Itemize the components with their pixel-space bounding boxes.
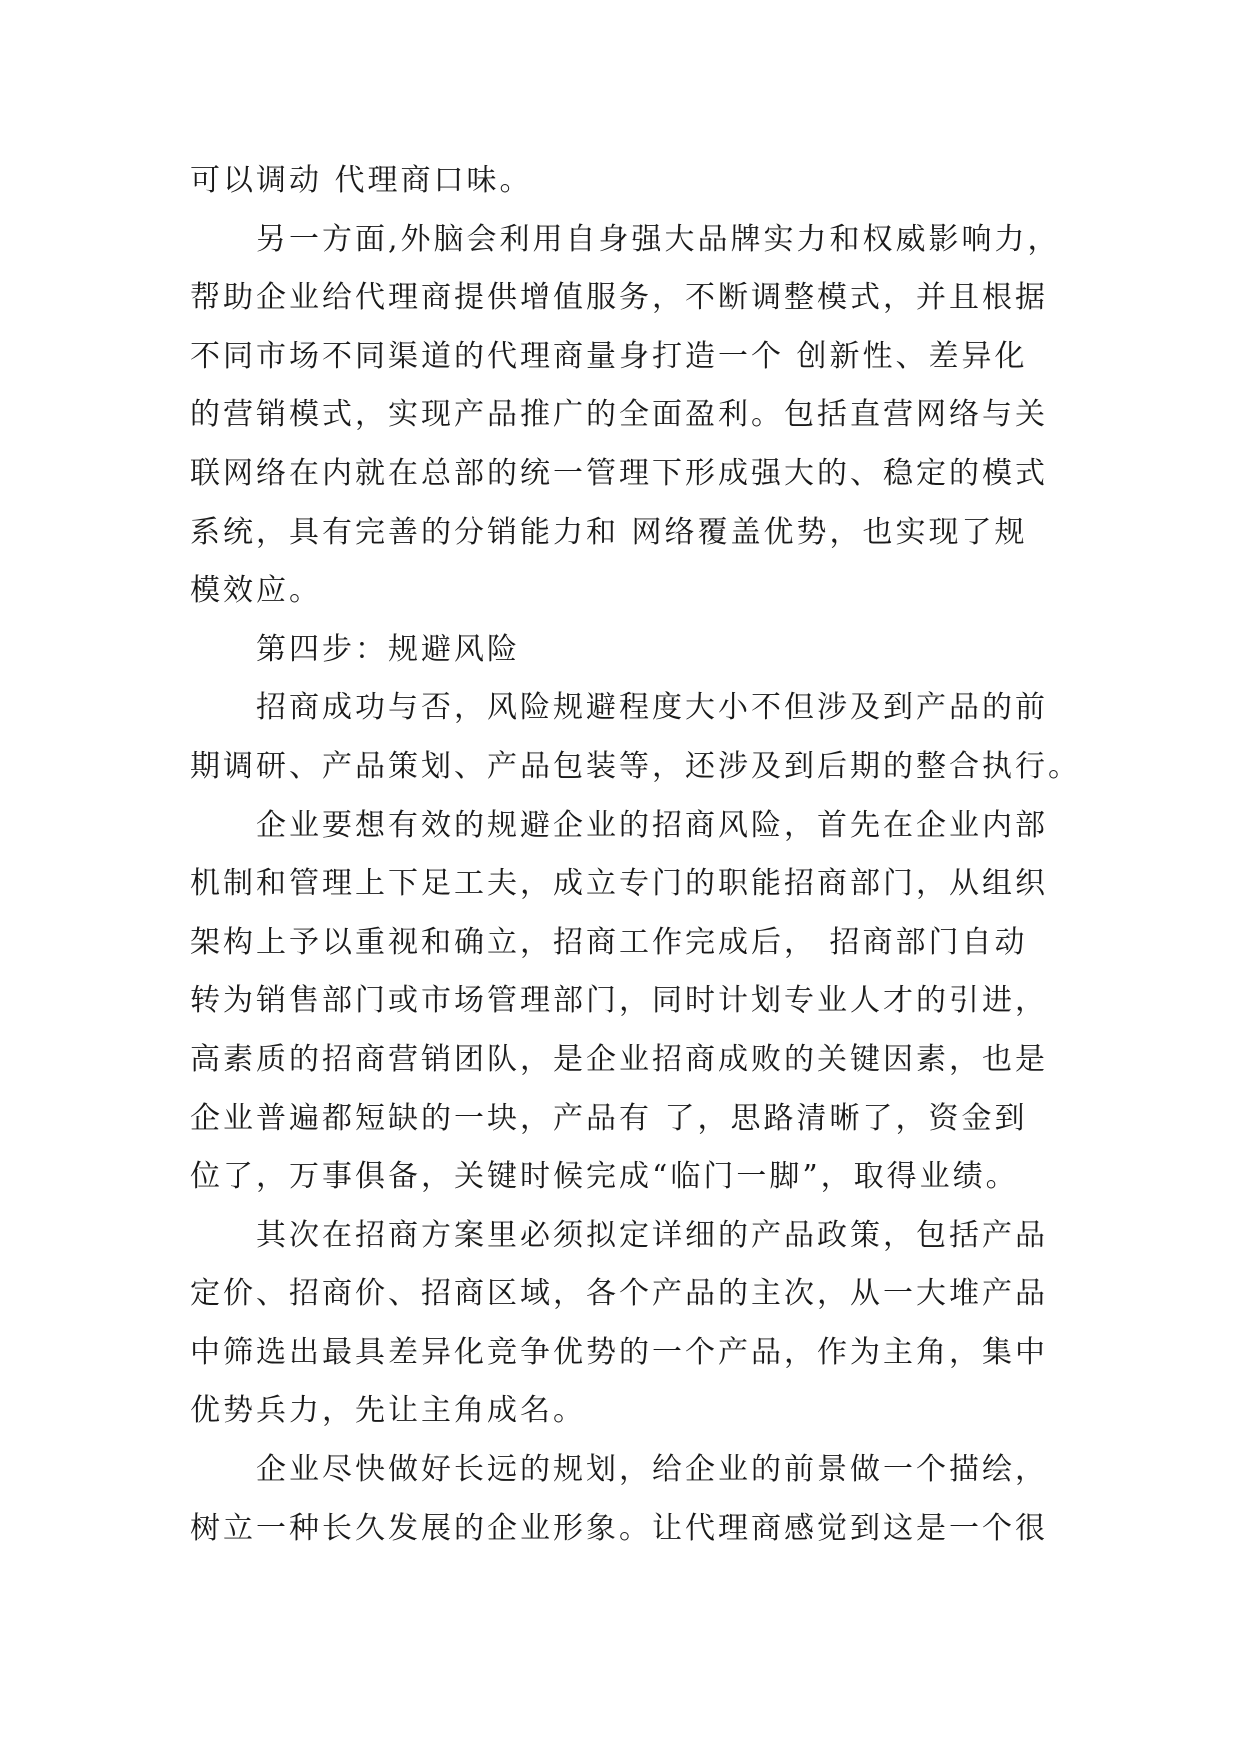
text-line: 帮助企业给代理商提供增值服务，不断调整模式，并且根据 [190, 280, 1048, 316]
text-line: 可以调动 代理商口味。 [190, 163, 533, 198]
text-line: 企业要想有效的规避企业的招商风险，首先在企业内部 [256, 807, 1048, 843]
text-line: 转为销售部门或市场管理部门，同时计划专业人才的引进， [190, 983, 1048, 1019]
text-line: 企业尽快做好长远的规划，给企业的前景做一个描绘， [256, 1452, 1048, 1488]
text-line: 的营销模式，实现产品推广的全面盈利。包括直营网络与关 [190, 397, 1048, 433]
text-line: 中筛选出最具差异化竞争优势的一个产品，作为主角，集中 [190, 1334, 1048, 1370]
body-text [190, 152, 1090, 1558]
text-line: 另一方面,外脑会利用自身强大品牌实力和权威影响力， [256, 221, 1061, 257]
text-line: 其次在招商方案里必须拟定详细的产品政策，包括产品 [256, 1217, 1048, 1253]
text-line: 第四步：规避风险 [256, 631, 520, 667]
text-line: 机制和管理上下足工夫，成立专门的职能招商部门，从组织 [190, 866, 1048, 902]
text-line: 优势兵力，先让主角成名。 [190, 1393, 586, 1429]
text-line: 招商成功与否，风险规避程度大小不但涉及到产品的前 [256, 690, 1048, 726]
text-line: 系统，具有完善的分销能力和 网络覆盖优势，也实现了规 [190, 514, 1028, 550]
text-line: 高素质的招商营销团队，是企业招商成败的关键因素，也是 [190, 1041, 1048, 1077]
text-line: 树立一种长久发展的企业形象。让代理商感觉到这是一个很 [190, 1510, 1048, 1546]
text-line: 架构上予以重视和确立，招商工作完成后， 招商部门自动 [190, 924, 1028, 960]
text-line: 不同市场不同渠道的代理商量身打造一个 创新性、差异化 [190, 338, 1028, 374]
text-line: 定价、招商价、招商区域，各个产品的主次，从一大堆产品 [190, 1276, 1048, 1312]
text-line: 模效应。 [190, 573, 322, 609]
text-line: 位了，万事俱备，关键时候完成“临门一脚”，取得业绩。 [190, 1159, 1019, 1195]
text-line: 期调研、产品策划、产品包装等，还涉及到后期的整合执行。 [190, 748, 1081, 784]
text-line: 企业普遍都短缺的一块，产品有 了，思路清晰了，资金到 [190, 1100, 1028, 1136]
text-line: 联网络在内就在总部的统一管理下形成强大的、稳定的模式 [190, 455, 1048, 491]
